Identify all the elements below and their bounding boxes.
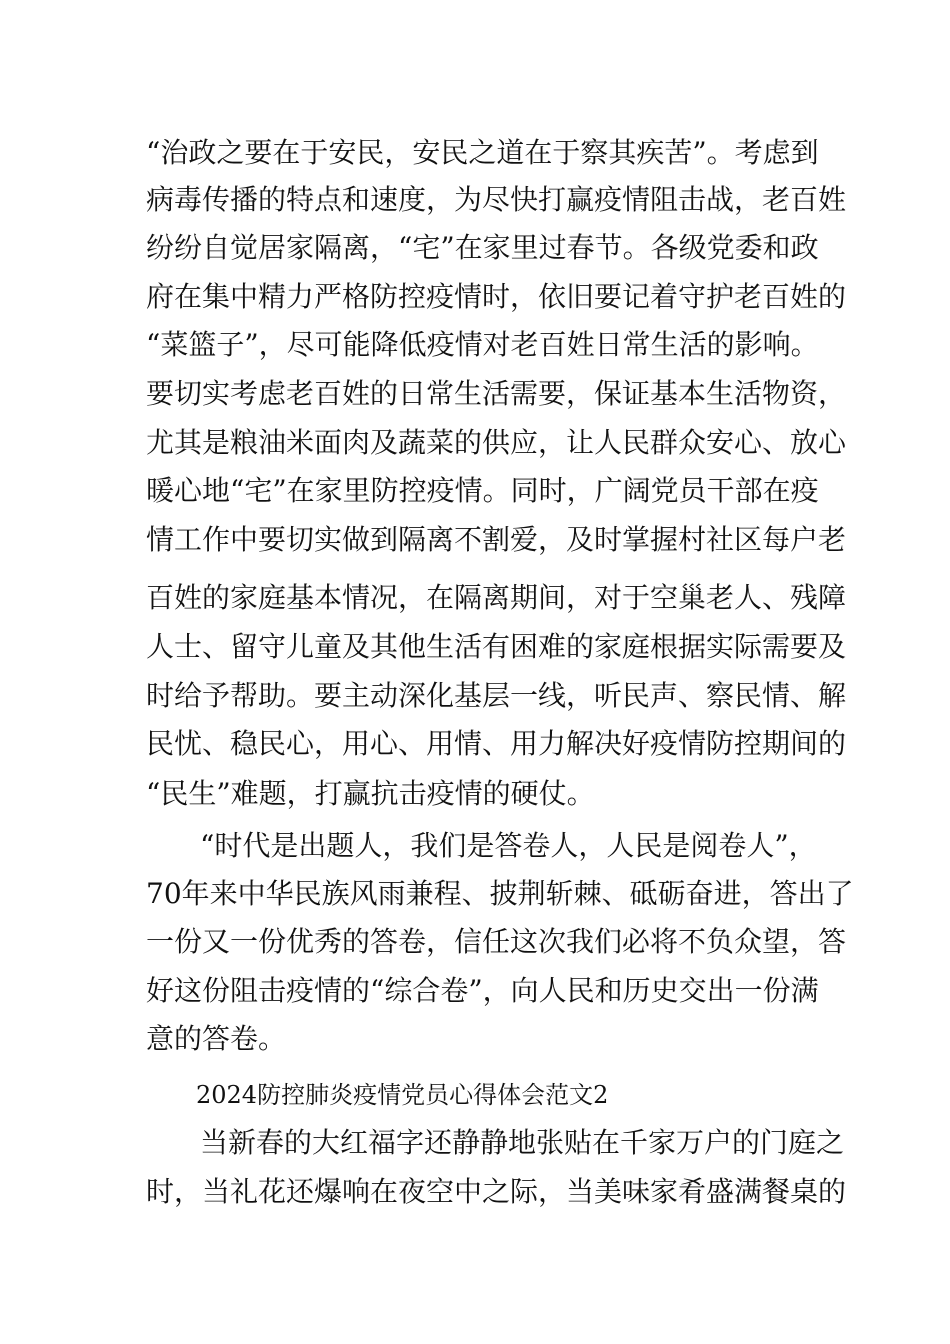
paragraph-line: 暖心地“宅”在家里防控疫情。同时，广阔党员干部在疫	[146, 474, 819, 507]
paragraph-line: 意的答卷。	[146, 1022, 287, 1055]
paragraph-line: 百姓的家庭基本情况，在隔离期间，对于空巢老人、残障	[146, 581, 847, 614]
paragraph-line: 情工作中要切实做到隔离不割爱，及时掌握村社区每户老	[146, 523, 847, 556]
paragraph-line: “民生”难题，打赢抗击疫情的硬仗。	[146, 777, 595, 810]
paragraph-line: 要切实考虑老百姓的日常生活需要，保证基本生活物资，	[146, 377, 847, 410]
paragraph-line: 好这份阻击疫情的“综合卷”，向人民和历史交出一份满	[146, 974, 819, 1007]
paragraph-line: “菜篮子”，尽可能降低疫情对老百姓日常生活的影响。	[146, 328, 819, 361]
paragraph-line: 纷纷自觉居家隔离，“宅”在家里过春节。各级党委和政	[146, 231, 819, 264]
paragraph-line: 府在集中精力严格防控疫情时，依旧要记着守护老百姓的	[146, 280, 847, 313]
paragraph-line: 一份又一份优秀的答卷，信任这次我们必将不负众望，答	[146, 925, 847, 958]
paragraph-line: 时给予帮助。要主动深化基层一线，听民声、察民情、解	[146, 679, 847, 712]
paragraph-line: “时代是出题人，我们是答卷人，人民是阅卷人”，	[200, 829, 817, 862]
paragraph-line: 70年来中华民族风雨兼程、披荆斩棘、砥砺奋进，答出了	[146, 877, 854, 910]
paragraph-line: 病毒传播的特点和速度，为尽快打赢疫情阻击战，老百姓	[146, 183, 847, 216]
paragraph-line: “治政之要在于安民，安民之道在于察其疾苦”。考虑到	[146, 136, 819, 169]
section-heading: 2024防控肺炎疫情党员心得体会范文2	[196, 1081, 609, 1109]
paragraph-line: 时，当礼花还爆响在夜空中之际，当美味家肴盛满餐桌的	[146, 1175, 847, 1208]
paragraph-line: 尤其是粮油米面肉及蔬菜的供应，让人民群众安心、放心	[146, 426, 847, 459]
paragraph-line: 民忧、稳民心，用心、用情、用力解决好疫情防控期间的	[146, 727, 847, 760]
paragraph-line: 当新春的大红福字还静静地张贴在千家万户的门庭之	[200, 1126, 845, 1159]
paragraph-line: 人士、留守儿童及其他生活有困难的家庭根据实际需要及	[146, 630, 847, 663]
